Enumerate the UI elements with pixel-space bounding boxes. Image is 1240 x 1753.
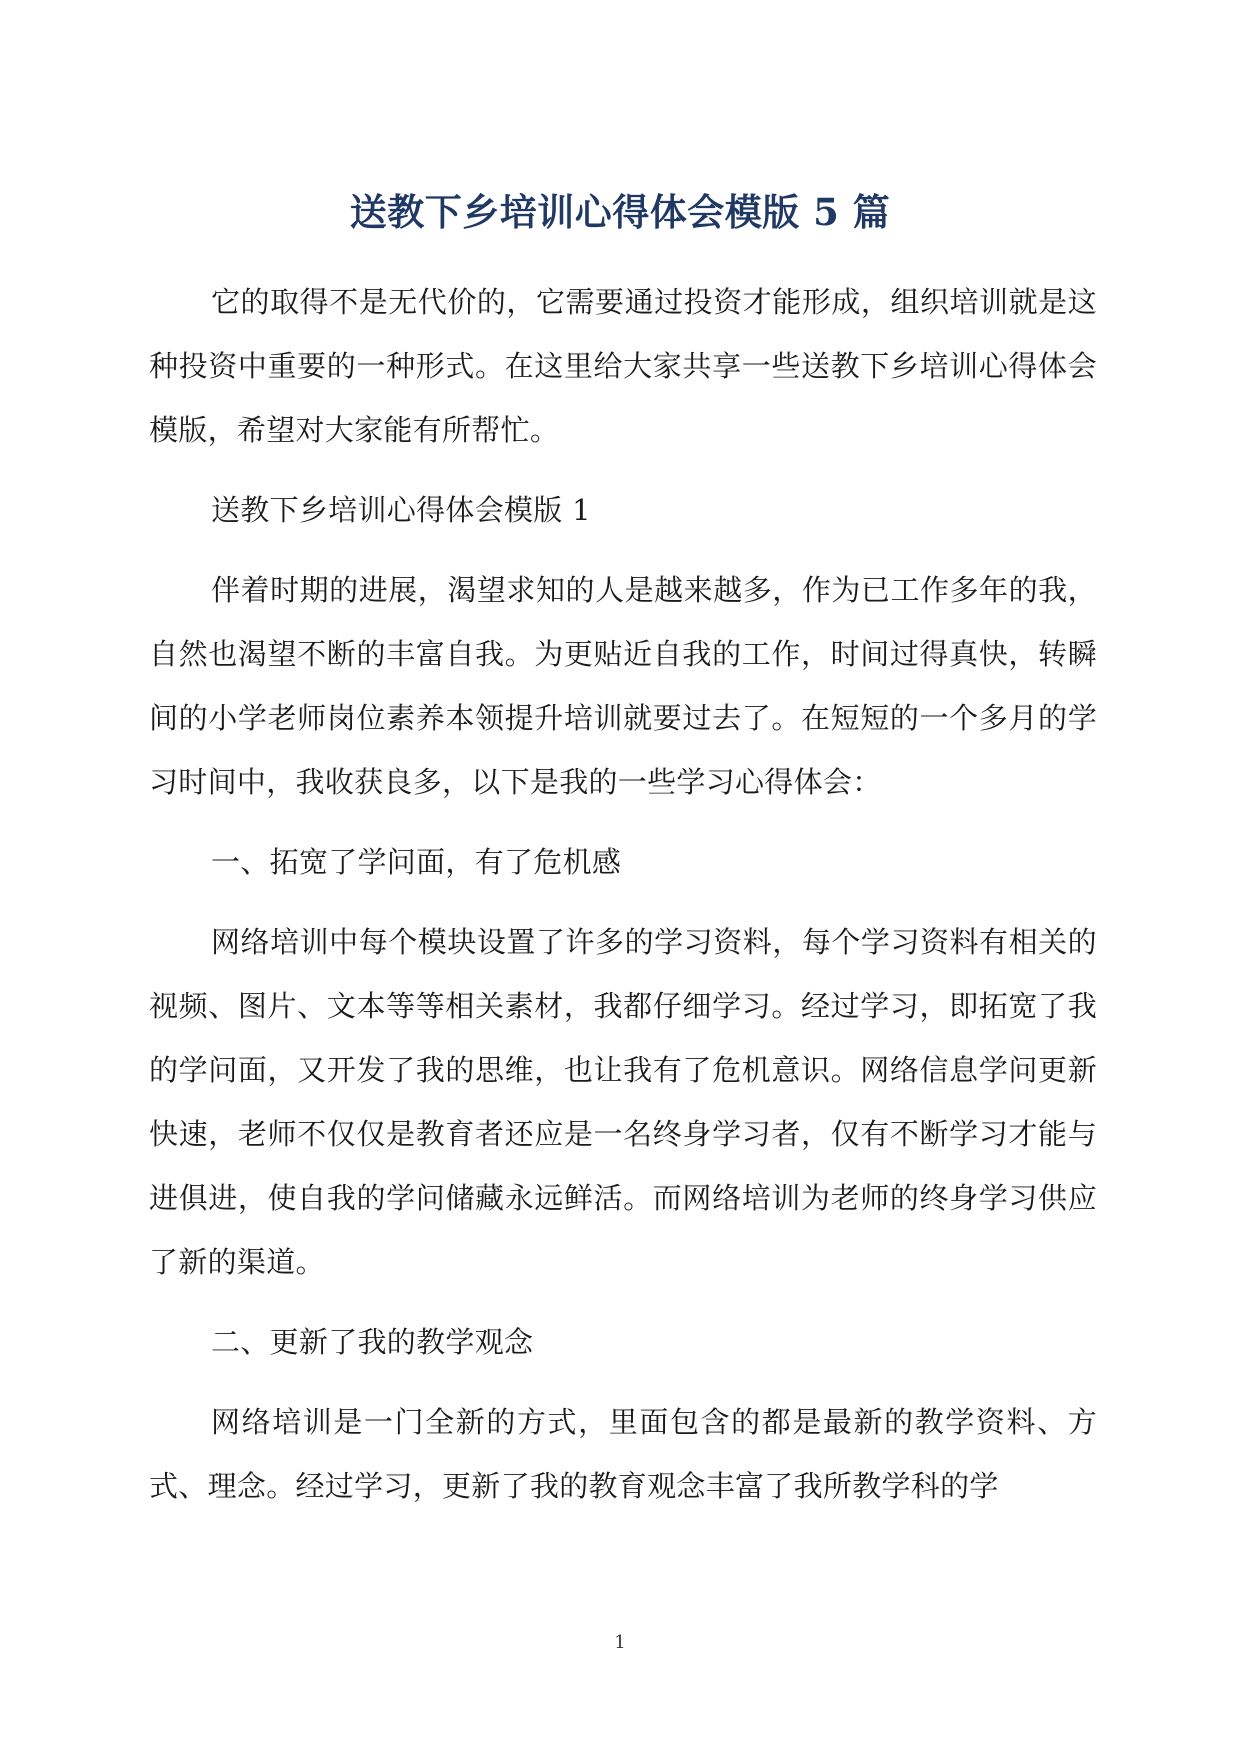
body-paragraph: 网络培训是一门全新的方式，里面包含的都是最新的教学资料、方式、理念。经过学习，更新了我的教育观念丰富了我所教学科的学 [149, 1405, 1097, 1503]
section-heading-template-1: 送教下乡培训心得体会模版 1 [211, 493, 591, 527]
page-number: 1 [614, 1632, 626, 1653]
subheading-two: 二、更新了我的教学观念 [211, 1325, 534, 1359]
body-paragraph: 网络培训中每个模块设置了许多的学习资料，每个学习资料有相关的视频、图片、文本等等相关素材，我都仔细学习。经过学习，即拓宽了我的学问面，又开发了我的思维，也让我有了危机意识。网络信息学问更新快速，老师不仅仅是教育者还应是一名终身学习者，仅有不断学习才能与进俱进，使自我的学问储藏永远鲜活。而网络培训为老师的终身学习供应了新的渠道。 [149, 925, 1097, 1279]
document-title: 送教下乡培训心得体会模版 5 篇 [349, 190, 891, 234]
intro-paragraph: 它的取得不是无代价的，它需要通过投资才能形成，组织培训就是这种投资中重要的一种形式。在这里给大家共享一些送教下乡培训心得体会模版，希望对大家能有所帮忙。 [149, 285, 1097, 447]
subheading-one: 一、拓宽了学问面，有了危机感 [211, 845, 622, 879]
document-body [149, 270, 1097, 1518]
body-paragraph: 伴着时期的进展，渴望求知的人是越来越多，作为已工作多年的我，自然也渴望不断的丰富自我。为更贴近自我的工作，时间过得真快，转瞬间的小学老师岗位素养本领提升培训就要过去了。在短短的一个多月的学习时间中，我收获良多，以下是我的一些学习心得体会： [149, 573, 1097, 799]
